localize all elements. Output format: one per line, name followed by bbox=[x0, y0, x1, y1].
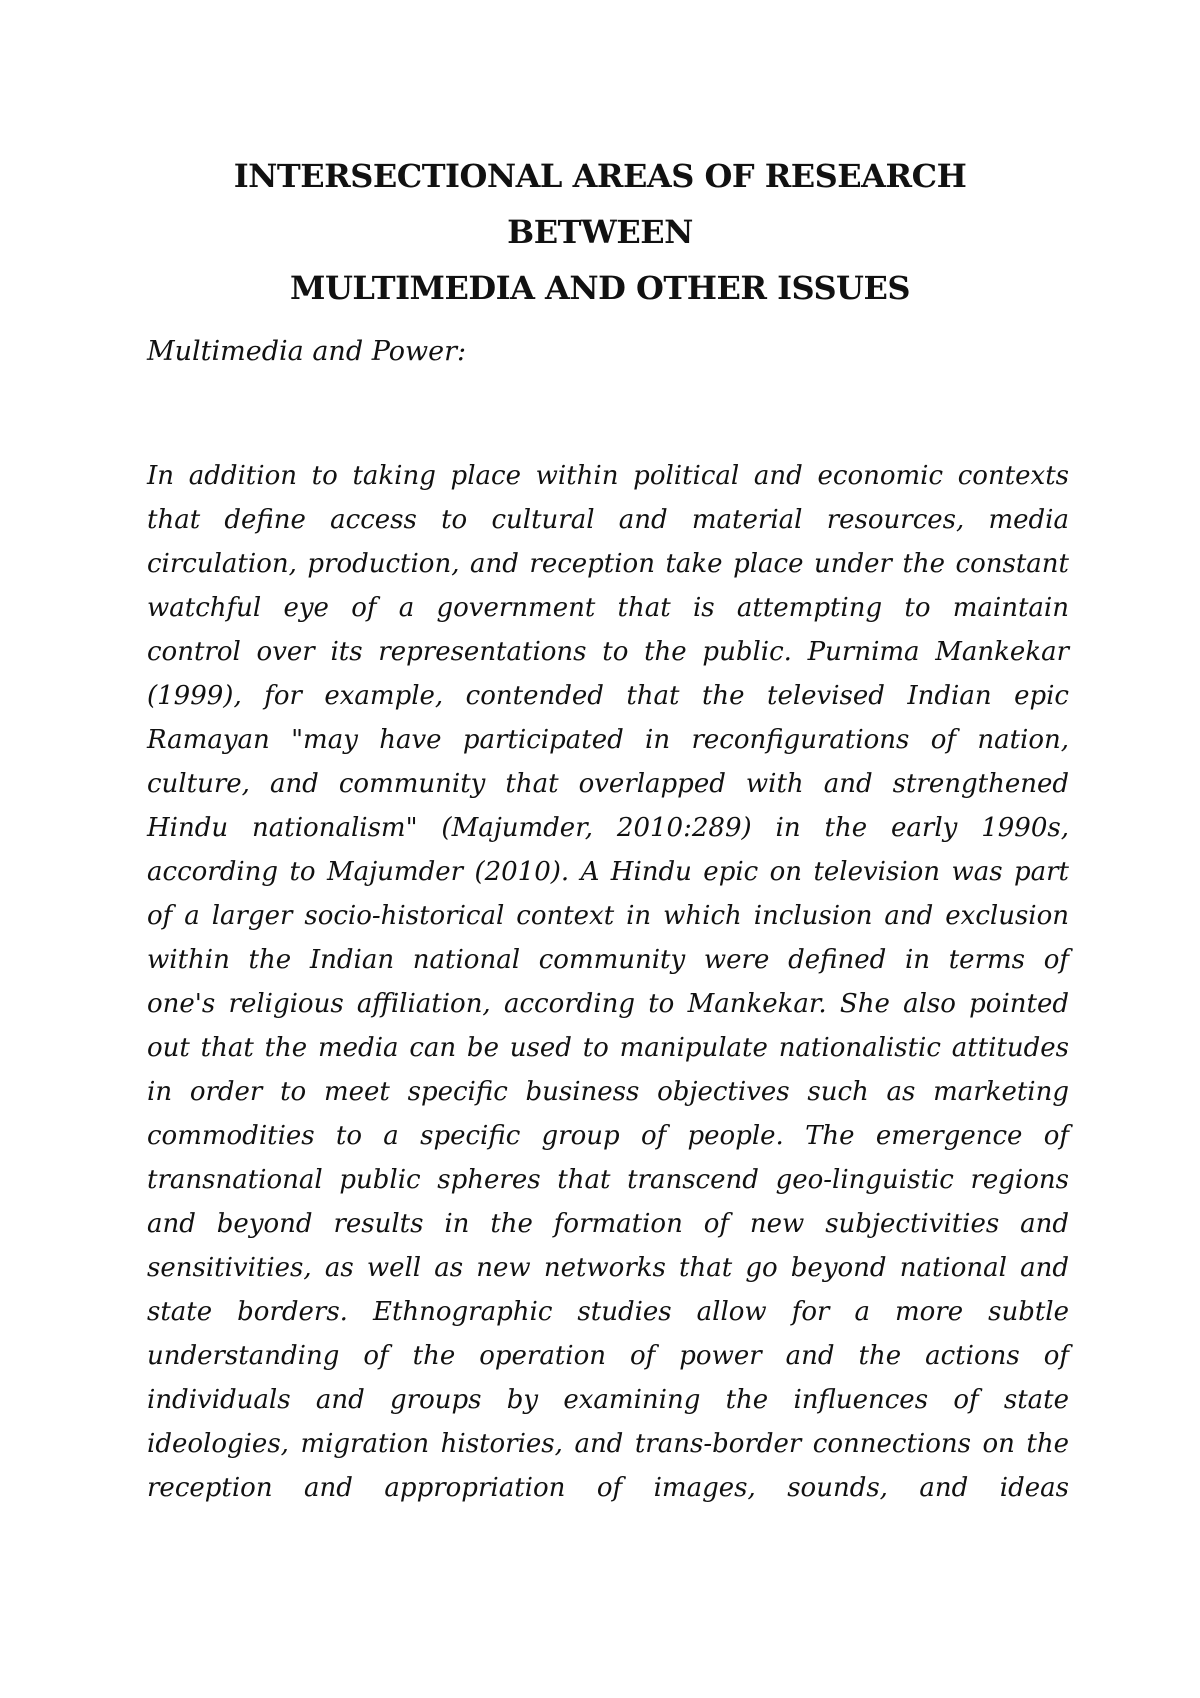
paragraph-line: (1999), for example, contended that the televised Indian epic bbox=[147, 681, 1069, 711]
paragraph-line: transnational public spheres that transcend geo-linguistic regions bbox=[147, 1165, 1069, 1195]
paragraph-line: In addition to taking place within political and economic contexts bbox=[147, 461, 1069, 491]
paragraph-line: one's religious affiliation, according to Mankekar. She also pointed bbox=[147, 989, 1069, 1019]
paragraph-line: reception and appropriation of images, sounds, and ideas bbox=[147, 1473, 1069, 1503]
paragraph-line: and beyond results in the formation of new subjectivities and bbox=[147, 1209, 1069, 1239]
body-paragraph bbox=[147, 454, 1069, 1510]
paragraph-line: commodities to a specific group of people. The emergence of bbox=[147, 1121, 1069, 1151]
title-line: INTERSECTIONAL AREAS OF RESEARCH BETWEEN bbox=[233, 157, 967, 251]
paragraph-line: ideologies, migration histories, and trans-border connections on the bbox=[147, 1429, 1069, 1459]
paragraph-line: out that the media can be used to manipulate nationalistic attitudes bbox=[147, 1033, 1069, 1063]
section-heading: Multimedia and Power: bbox=[147, 336, 467, 367]
paragraph-line: within the Indian national community were defined in terms of bbox=[147, 945, 1069, 975]
paragraph-line: circulation, production, and reception take place under the constant bbox=[147, 549, 1069, 579]
paragraph-line: that define access to cultural and material resources, media bbox=[147, 505, 1069, 535]
paragraph-line: according to Majumder (2010). A Hindu epic on television was part bbox=[147, 857, 1069, 887]
paragraph-line: Ramayan "may have participated in reconfigurations of nation, bbox=[147, 725, 1069, 755]
title-line: MULTIMEDIA AND OTHER ISSUES bbox=[290, 269, 910, 307]
paragraph-line: culture, and community that overlapped with and strengthened bbox=[147, 769, 1069, 799]
paragraph-line: understanding of the operation of power and the actions of bbox=[147, 1341, 1069, 1371]
paragraph-line: control over its representations to the public. Purnima Mankekar bbox=[147, 637, 1069, 667]
paragraph-line: in order to meet specific business objectives such as marketing bbox=[147, 1077, 1069, 1107]
paragraph-line: Hindu nationalism" (Majumder, 2010:289) in the early 1990s, bbox=[147, 813, 1069, 843]
page-title bbox=[140, 148, 1060, 316]
paragraph-line: state borders. Ethnographic studies allow for a more subtle bbox=[147, 1297, 1069, 1327]
paragraph-line: watchful eye of a government that is attempting to maintain bbox=[147, 593, 1069, 623]
paragraph-line: sensitivities, as well as new networks that go beyond national and bbox=[147, 1253, 1069, 1283]
paragraph-line: of a larger socio-historical context in which inclusion and exclusion bbox=[147, 901, 1069, 931]
paragraph-line: individuals and groups by examining the influences of state bbox=[147, 1385, 1069, 1415]
